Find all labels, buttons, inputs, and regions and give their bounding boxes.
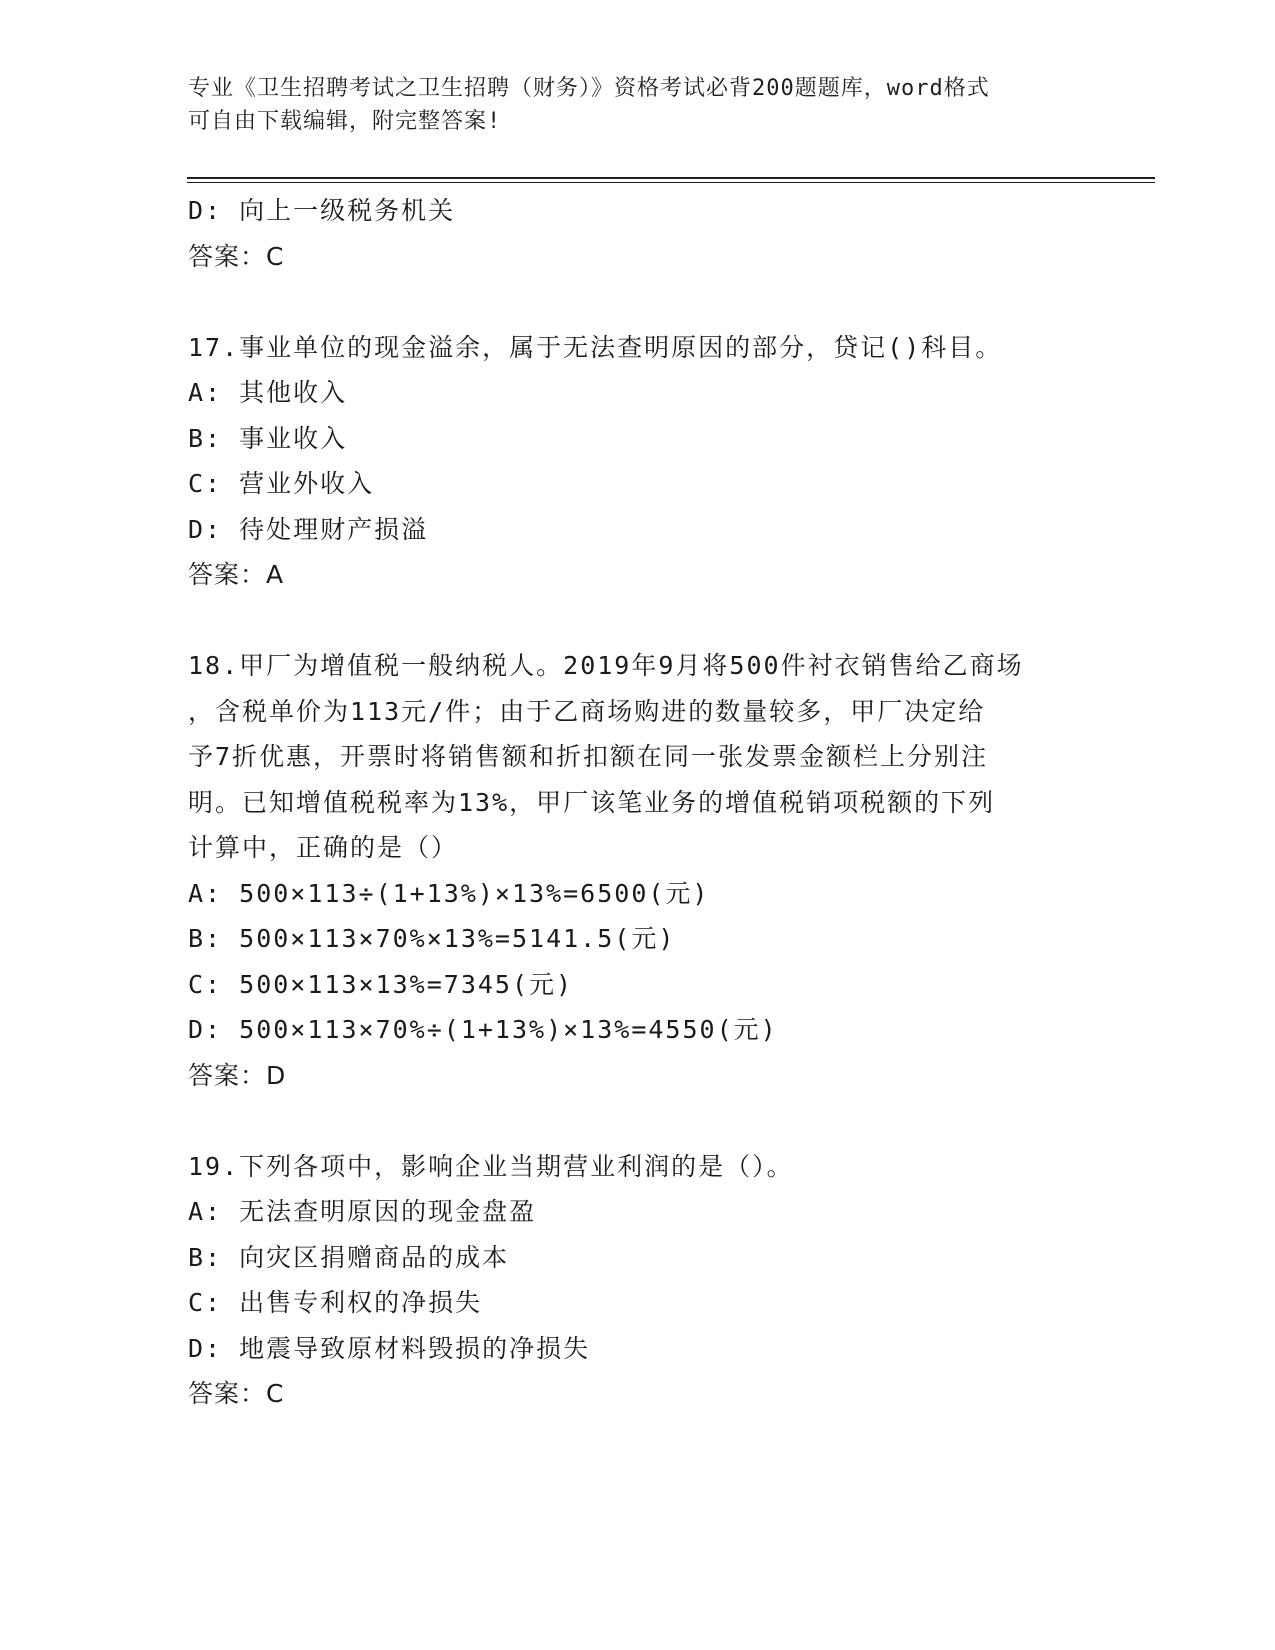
question-17 xyxy=(188,325,1088,598)
answer-line: 答案：D xyxy=(188,1060,287,1090)
option-d: D: 待处理财产损溢 xyxy=(188,514,429,544)
option-a: A: 其他收入 xyxy=(188,378,348,407)
option-d: D: 向上一级税务机关 xyxy=(188,196,456,225)
answer-line: 答案：A xyxy=(188,560,285,589)
option-c: C: 出售专利权的净损失 xyxy=(188,1288,483,1317)
question-stem-line-3: 予7折优惠，开票时将销售额和折扣额在同一张发票金额栏上分别注 xyxy=(188,742,989,771)
question-stem: 17.事业单位的现金溢余，属于无法查明原因的部分，贷记()科目。 xyxy=(188,332,1003,362)
option-d: D: 500×113×70%÷(1+13%)×13%=4550(元) xyxy=(188,1015,778,1044)
question-19 xyxy=(188,1144,1088,1417)
question-18 xyxy=(188,643,1088,1098)
option-b: B: 向灾区捐赠商品的成本 xyxy=(188,1242,510,1272)
option-a: A: 500×113÷(1+13%)×13%=6500(元) xyxy=(188,878,710,908)
document-header xyxy=(188,72,1088,138)
option-b: B: 500×113×70%×13%=5141.5(元) xyxy=(188,924,676,953)
option-c: C: 500×113×13%=7345(元) xyxy=(188,969,574,999)
document-body xyxy=(188,188,1088,1417)
question-stem: 19.下列各项中，影响企业当期营业利润的是（）。 xyxy=(188,1151,794,1181)
answer-line: 答案：C xyxy=(188,1379,285,1408)
option-c: C: 营业外收入 xyxy=(188,469,375,498)
spacer xyxy=(188,598,1088,644)
question-stem-line-4: 明。已知增值税税率为13%，甲厂该笔业务的增值税销项税额的下列 xyxy=(188,787,996,817)
question-stem-line-2: ，含税单价为113元/件；由于乙商场购进的数量较多，甲厂决定给 xyxy=(188,696,986,726)
spacer xyxy=(188,1098,1088,1144)
question-stem-line-5: 计算中，正确的是（） xyxy=(188,833,459,862)
option-b: B: 事业收入 xyxy=(188,423,348,453)
spacer xyxy=(188,279,1088,325)
header-divider xyxy=(187,177,1155,183)
answer-line: 答案：C xyxy=(188,241,285,271)
option-a: A: 无法查明原因的现金盘盈 xyxy=(188,1197,537,1226)
header-title-line-1: 专业《卫生招聘考试之卫生招聘（财务）》资格考试必背200题题库，word格式 xyxy=(188,76,990,101)
question-stem-line-1: 18.甲厂为增值税一般纳税人。2019年9月将500件衬衣销售给乙商场 xyxy=(188,651,1024,680)
header-title-line-2: 可自由下载编辑，附完整答案! xyxy=(188,109,502,134)
option-d: D: 地震导致原材料毁损的净损失 xyxy=(188,1333,591,1363)
prev-question xyxy=(188,188,1088,279)
